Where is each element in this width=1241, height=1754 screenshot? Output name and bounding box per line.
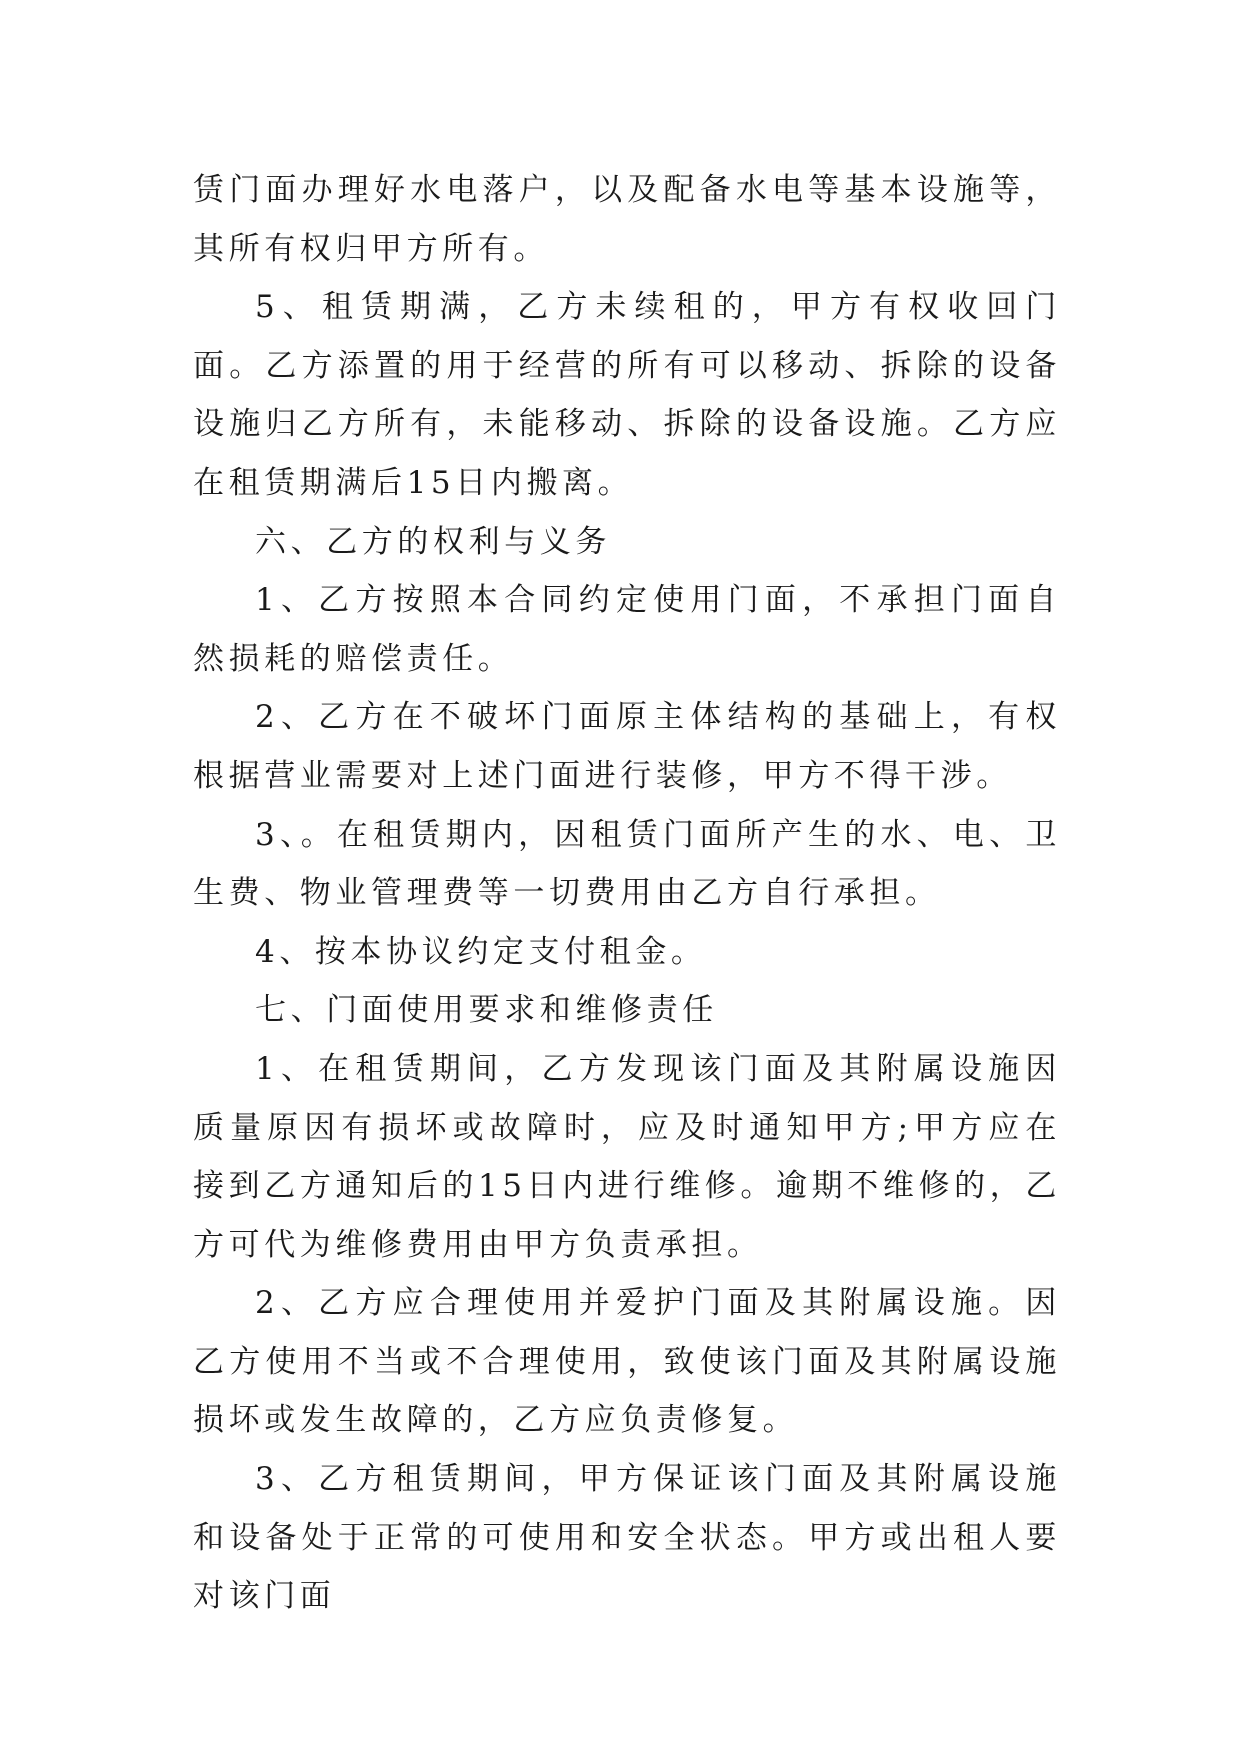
paragraph-clause-6-2: 2、乙方在不破坏门面原主体结构的基础上，有权根据营业需要对上述门面进行装修，甲方不得干涉。 — [193, 699, 1061, 794]
paragraph-clause-5: 5、租赁期满，乙方未续租的，甲方有权收回门面。乙方添置的用于经营的所有可以移动、拆除的设备设施归乙方所有，未能移动、拆除的设备设施。乙方应在租赁期满后15日内搬离。 — [193, 289, 1061, 501]
paragraph-clause-7-2: 2、乙方应合理使用并爱护门面及其附属设施。因乙方使用不当或不合理使用，致使该门面及其附属设施损坏或发生故障的，乙方应负责修复。 — [193, 1285, 1061, 1439]
paragraph-clause-7-3: 3、乙方租赁期间，甲方保证该门面及其附属设施和设备处于正常的可使用和安全状态。甲方或出租人要对该门面 — [193, 1461, 1061, 1615]
paragraph-clause-6-3: 3、。在租赁期内，因租赁门面所产生的水、电、卫生费、物业管理费等一切费用由乙方自行承担。 — [193, 816, 1061, 912]
paragraph-clause-6-4: 4、按本协议约定支付租金。 — [255, 933, 707, 970]
section-heading-6: 六、乙方的权利与义务 — [255, 523, 611, 560]
paragraph-clause-6-1: 1、乙方按照本合同约定使用门面，不承担门面自然损耗的赔偿责任。 — [193, 582, 1061, 677]
paragraph-clause-7-1: 1、在租赁期间，乙方发现该门面及其附属设施因质量原因有损坏或故障时，应及时通知甲方;甲方应在接到乙方通知后的15日内进行维修。逾期不维修的，乙方可代为维修费用由甲方负责承担。 — [193, 1050, 1061, 1263]
section-heading-7: 七、门面使用要求和维修责任 — [255, 992, 718, 1029]
document-body — [193, 161, 1061, 1626]
paragraph-continuation: 赁门面办理好水电落户，以及配备水电等基本设施等，其所有权归甲方所有。 — [193, 172, 1061, 267]
